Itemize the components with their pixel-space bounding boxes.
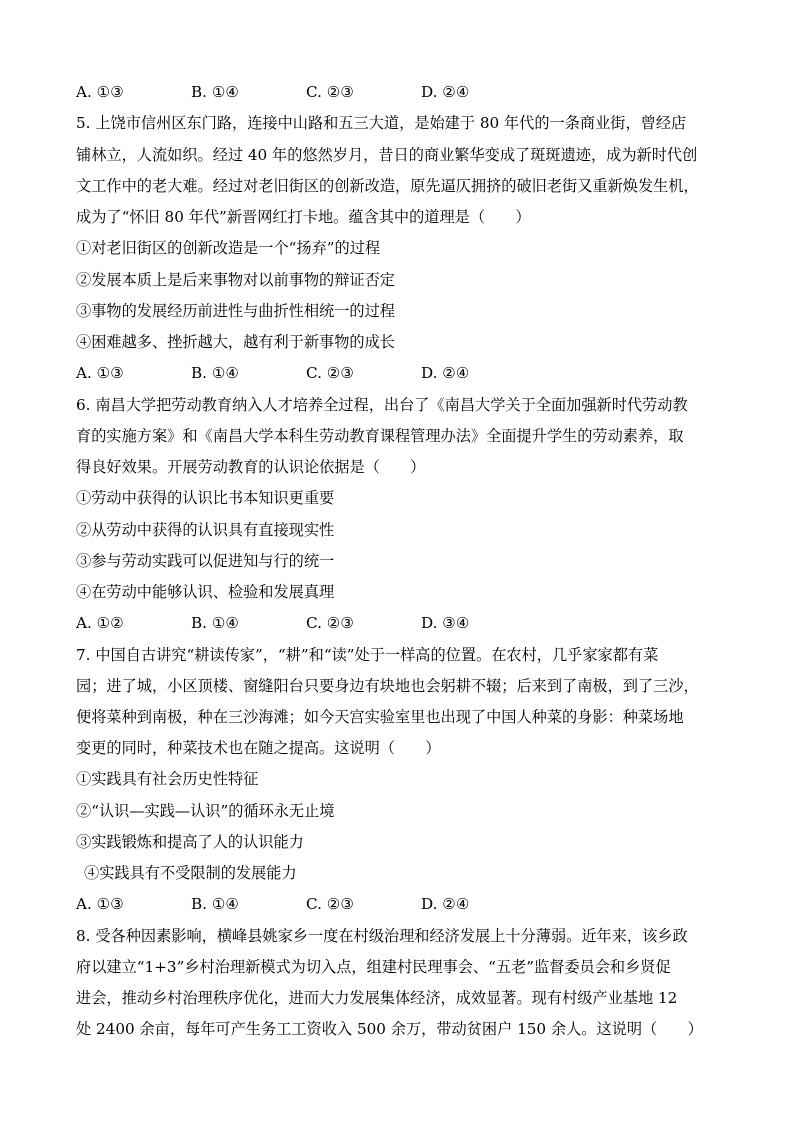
question-6-item-1: ①劳动中获得的认识比书本知识更重要 — [76, 489, 335, 507]
question-5-item-1: ①对老旧街区的创新改造是一个“扬弃”的过程 — [76, 239, 381, 257]
question-8-stem-line-1: 8. 受各种因素影响，横峰县姚家乡一度在村级治理和经济发展上十分薄弱。近年来，该乡政 — [76, 927, 688, 945]
question-5-item-3: ③事物的发展经历前进性与曲折性相统一的过程 — [76, 302, 395, 320]
question-8-stem-line-4: 处 2400 余亩，每年可产生务工工资收入 500 余万，带动贫困户 150 余人。这说明（ ） — [76, 1020, 703, 1038]
option-a: A. ①③ — [76, 83, 124, 101]
option-c: C. ②③ — [306, 364, 354, 382]
question-7-item-1: ①实践具有社会历史性特征 — [76, 770, 259, 788]
question-5-item-4: ④困难越多、挫折越大，越有利于新事物的成长 — [76, 333, 395, 351]
option-a: A. ①② — [76, 614, 124, 632]
option-d: D. ②④ — [421, 895, 470, 913]
option-c: C. ②③ — [306, 614, 354, 632]
option-c: C. ②③ — [306, 895, 354, 913]
question-6-stem-line-2: 育的实施方案》和《南昌大学本科生劳动教育课程管理办法》全面提升学生的劳动素养，取 — [76, 427, 684, 445]
question-6-stem-line-1: 6. 南昌大学把劳动教育纳入人才培养全过程，出台了《南昌大学关于全面加强新时代劳动教 — [76, 396, 688, 414]
question-5-stem-line-2: 铺林立，人流如织。经过 40 年的悠然岁月，昔日的商业繁华变成了斑斑遗迹，成为新时代创 — [76, 146, 698, 164]
question-7-stem-line-3: 便将菜种到南极，种在三沙海滩；如今天宫实验室里也出现了中国人种菜的身影：种菜场地 — [76, 708, 684, 726]
question-6-item-4: ④在劳动中能够认识、检验和发展真理 — [76, 583, 335, 601]
option-d: D. ②④ — [421, 83, 470, 101]
question-7-item-4: ④实践具有不受限制的发展能力 — [84, 864, 297, 882]
option-a: A. ①③ — [76, 895, 124, 913]
option-b: B. ①④ — [191, 83, 240, 101]
option-a: A. ①③ — [76, 364, 124, 382]
question-7-stem-line-4: 变更的同时，种菜技术也在随之提高。这说明（ ） — [76, 739, 441, 757]
option-d: D. ③④ — [421, 614, 470, 632]
question-6-item-3: ③参与劳动实践可以促进知与行的统一 — [76, 552, 335, 570]
question-5-stem-line-4: 成为了“怀旧 80 年代”新晋网红打卡地。蕴含其中的道理是（ ） — [76, 208, 531, 226]
question-5-stem-line-3: 文工作中的老大难。经过对老旧街区的创新改造，原先逼仄拥挤的破旧老街又重新焕发生机， — [76, 177, 699, 195]
question-5-stem-line-1: 5. 上饶市信州区东门路，连接中山路和五三大道，是始建于 80 年代的一条商业街，曾经店 — [76, 114, 687, 132]
option-c: C. ②③ — [306, 83, 354, 101]
question-6-item-2: ②从劳动中获得的认识具有直接现实性 — [76, 521, 335, 539]
option-b: B. ①④ — [191, 895, 240, 913]
question-8-stem-line-3: 进会，推动乡村治理秩序优化，进而大力发展集体经济，成效显著。现有村级产业基地 12 — [76, 989, 678, 1007]
option-b: B. ①④ — [191, 364, 240, 382]
question-8-stem-line-2: 府以建立“1+3”乡村治理新模式为切入点，组建村民理事会、“五老”监督委员会和乡贤促 — [76, 958, 671, 976]
question-5-item-2: ②发展本质上是后来事物对以前事物的辩证否定 — [76, 271, 395, 289]
question-7-stem-line-1: 7. 中国自古讲究“耕读传家”，“耕”和“读”处于一样高的位置。在农村，几乎家家都有菜 — [76, 646, 659, 664]
option-b: B. ①④ — [191, 614, 240, 632]
question-7-item-3: ③实践锻炼和提高了人的认识能力 — [76, 833, 304, 851]
question-7-stem-line-2: 园；进了城，小区顶楼、窗缝阳台只要身边有块地也会躬耕不辍；后来到了南极，到了三沙， — [76, 677, 699, 695]
question-6-stem-line-3: 得良好效果。开展劳动教育的认识论依据是（ ） — [76, 458, 426, 476]
option-d: D. ②④ — [421, 364, 470, 382]
question-7-item-2: ②“认识—实践—认识”的循环永无止境 — [76, 802, 335, 820]
